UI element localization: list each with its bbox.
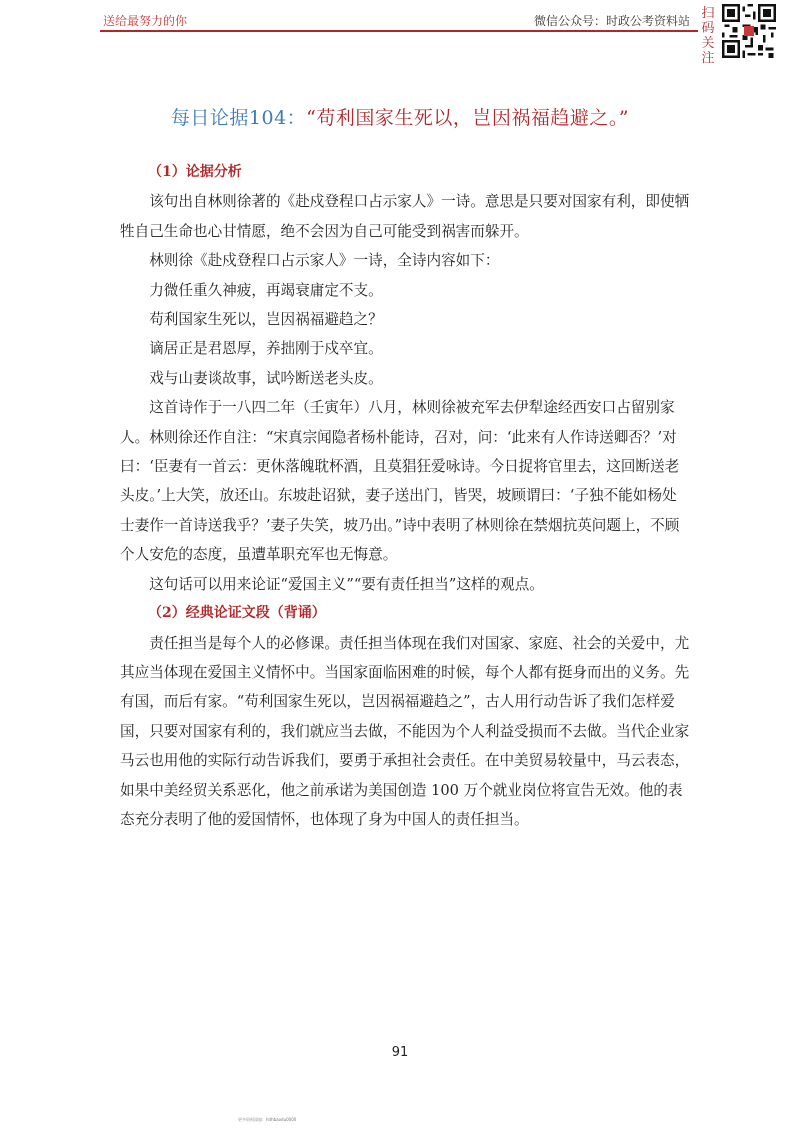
paragraph: 该句出自林则徐著的《赴戍登程口占示家人》一诗。意思是只要对国家有利，即使牺牲自己生命也心甘情愿，绝不会因为自己可能受到祸害而躲开。 — [120, 193, 690, 240]
paragraph: 这首诗作于一八四二年（壬寅年）八月，林则徐被充军去伊犁途经西安口占留别家人。林则徐还作自注：“宋真宗闻隐者杨朴能诗，召对，问：‘此来有人作诗送卿否？’对曰：‘臣妻有一首云：更休落魄耽杯酒，且莫猖狂爱咏诗。今日捉将官里去，这回断送老头皮。’上大笑，放还山。东坡赴诏狱，妻子送出门，皆哭，坡顾谓曰：‘子独不能如杨处士妻作一首诗送我乎？’妻子失笑，坡乃出。”诗中表明了林则徐在禁烟抗英问题上，不顾个人安危的态度，虽遭革职充军也无悔意。 — [120, 399, 680, 564]
qr-code-icon — [722, 4, 776, 58]
page-number: 91 — [391, 1045, 409, 1060]
scan-follow-label: 扫码关注 — [701, 6, 715, 66]
header-divider — [100, 30, 698, 32]
section-heading-analysis: （1）论据分析 — [148, 164, 242, 180]
paragraph: 林则徐《赴戍登程口占示家人》一诗，全诗内容如下： — [149, 252, 500, 270]
footer-note: 更多资料添加：hdhbaodu0000 — [238, 1117, 297, 1122]
poem-line: 谪居正是君恩厚，养拙刚于戍卒宜。 — [149, 340, 383, 358]
paragraph: 责任担当是每个人的必修课。责任担当体现在我们对国家、家庭、社会的关爱中，尤其应当体现在爱国主义情怀中。当国家面临困难的时候，每个人都有挺身而出的义务。先有国，而后有家。“苟利国家生死以，岂因祸福避趋之”，古人用行动告诉了我们怎样爱国，只要对国家有利的，我们就应当去做，不能因为个人利益受损而不去做。当代企业家马云也用他的实际行动告诉我们，要勇于承担社会责任。在中美贸易较量中，马云表态，如果中美经贸关系恶化，他之前承诺为美国创造 100 万个就业岗位将宣告无效。他的表态充分表明了他的爱国情怀，也体现了身为中国人的责任担当。 — [120, 634, 690, 828]
poem-line: 苟利国家生死以，岂因祸福避趋之？ — [149, 311, 383, 329]
section-heading-argument: （2）经典论证文段（背诵） — [148, 605, 326, 622]
header-slogan: 送给最努力的你 — [103, 14, 188, 28]
paragraph: 这句话可以用来论证“爱国主义”“要有责任担当”这样的观点。 — [149, 575, 544, 593]
poem-line: 戏与山妻谈故事，试吟断送老头皮。 — [149, 369, 383, 387]
title-prefix: 每日论据104： — [170, 107, 307, 129]
header-wechat-account: 微信公众号：时政公考资料站 — [533, 14, 690, 28]
poem-line: 力微任重久神疲，再竭衰庸定不支。 — [149, 281, 383, 299]
title-quote: “苟利国家生死以，岂因祸福趋避之。” — [306, 107, 630, 129]
page-title — [0, 103, 800, 130]
article-body — [120, 158, 690, 834]
